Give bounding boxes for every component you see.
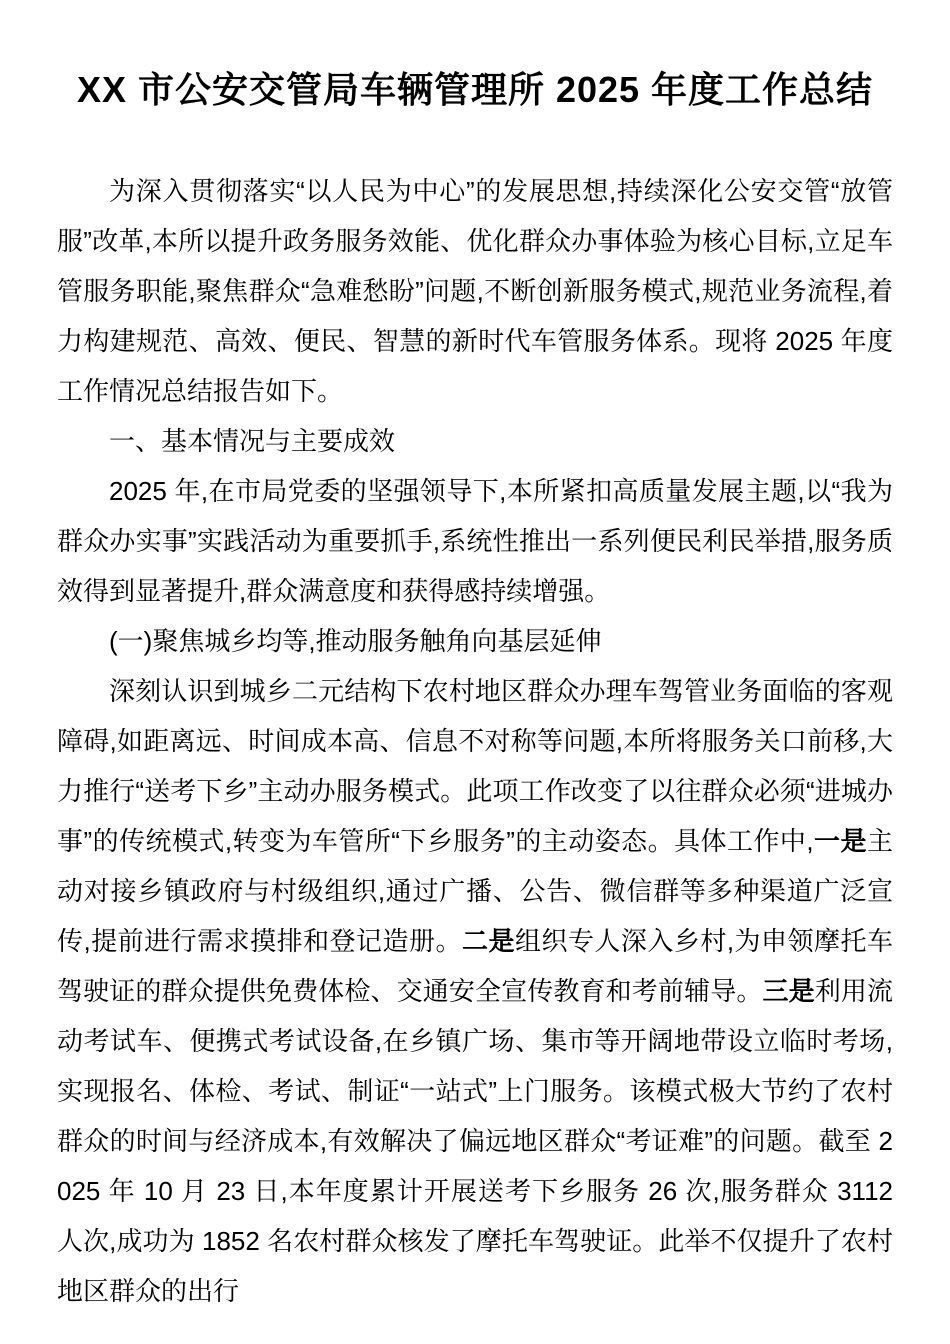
text-run: 主动对接乡镇政府与村级组织,通过广播、公告、微信群等多种渠道广泛宣传,提前进行需求摸排和登记造册。 (57, 826, 893, 956)
subsection-one-paragraph (57, 666, 893, 1316)
text-run: 利用流动考试车、便携式考试设备,在乡镇广场、集市等开阔地带设立临时考场,实现报名、体检、考试、制证“一站式”上门服务。该模式极大节约了农村群众的时间与经济成本,有效解决了偏远地区群众“考证难”的问题。截至 2025 年 10 月 23 日,本年度累计开展送考下乡服务 26 次,服务群众 3112 人次,成功为 1852 名农村群众核发了摩托车驾驶证。此举不仅提升了农村地区群众的出行 (57, 976, 893, 1306)
text-run: 组织专人深入乡村,为申领摩托车驾驶证的群众提供免费体检、交通安全宣传教育和考前辅导。 (57, 926, 893, 1006)
emphasis-run: 一是 (813, 826, 867, 856)
emphasis-run: 二是 (461, 926, 515, 956)
section-one-heading: 一、基本情况与主要成效 (109, 426, 396, 456)
emphasis-run: 三是 (762, 976, 815, 1006)
document-title: XX 市公安交管局车辆管理所 2025 年度工作总结 (76, 69, 874, 110)
section-one-paragraph: 2025 年,在市局党委的坚强领导下,本所紧扣高质量发展主题,以“我为群众办实事”实践活动为重要抓手,系统性推出一系列便民利民举措,服务质效得到显著提升,群众满意度和获得感持续增强。 (57, 476, 893, 606)
subsection-one-heading: (一)聚焦城乡均等,推动服务触角向基层延伸 (109, 626, 602, 656)
intro-paragraph: 为深入贯彻落实“以人民为中心”的发展思想,持续深化公安交管“放管服”改革,本所以提升政务服务效能、优化群众办事体验为核心目标,立足车管服务职能,聚焦群众“急难愁盼”问题,不断创新服务模式,规范业务流程,着力构建规范、高效、便民、智慧的新时代车管服务体系。现将 2025 年度工作情况总结报告如下。 (57, 176, 893, 406)
text-run: 深刻认识到城乡二元结构下农村地区群众办理车驾管业务面临的客观障碍,如距离远、时间成本高、信息不对称等问题,本所将服务关口前移,大力推行“送考下乡”主动办服务模式。此项工作改变了以往群众必须“进城办事”的传统模式,转变为车管所“下乡服务”的主动姿态。具体工作中, (57, 676, 893, 856)
